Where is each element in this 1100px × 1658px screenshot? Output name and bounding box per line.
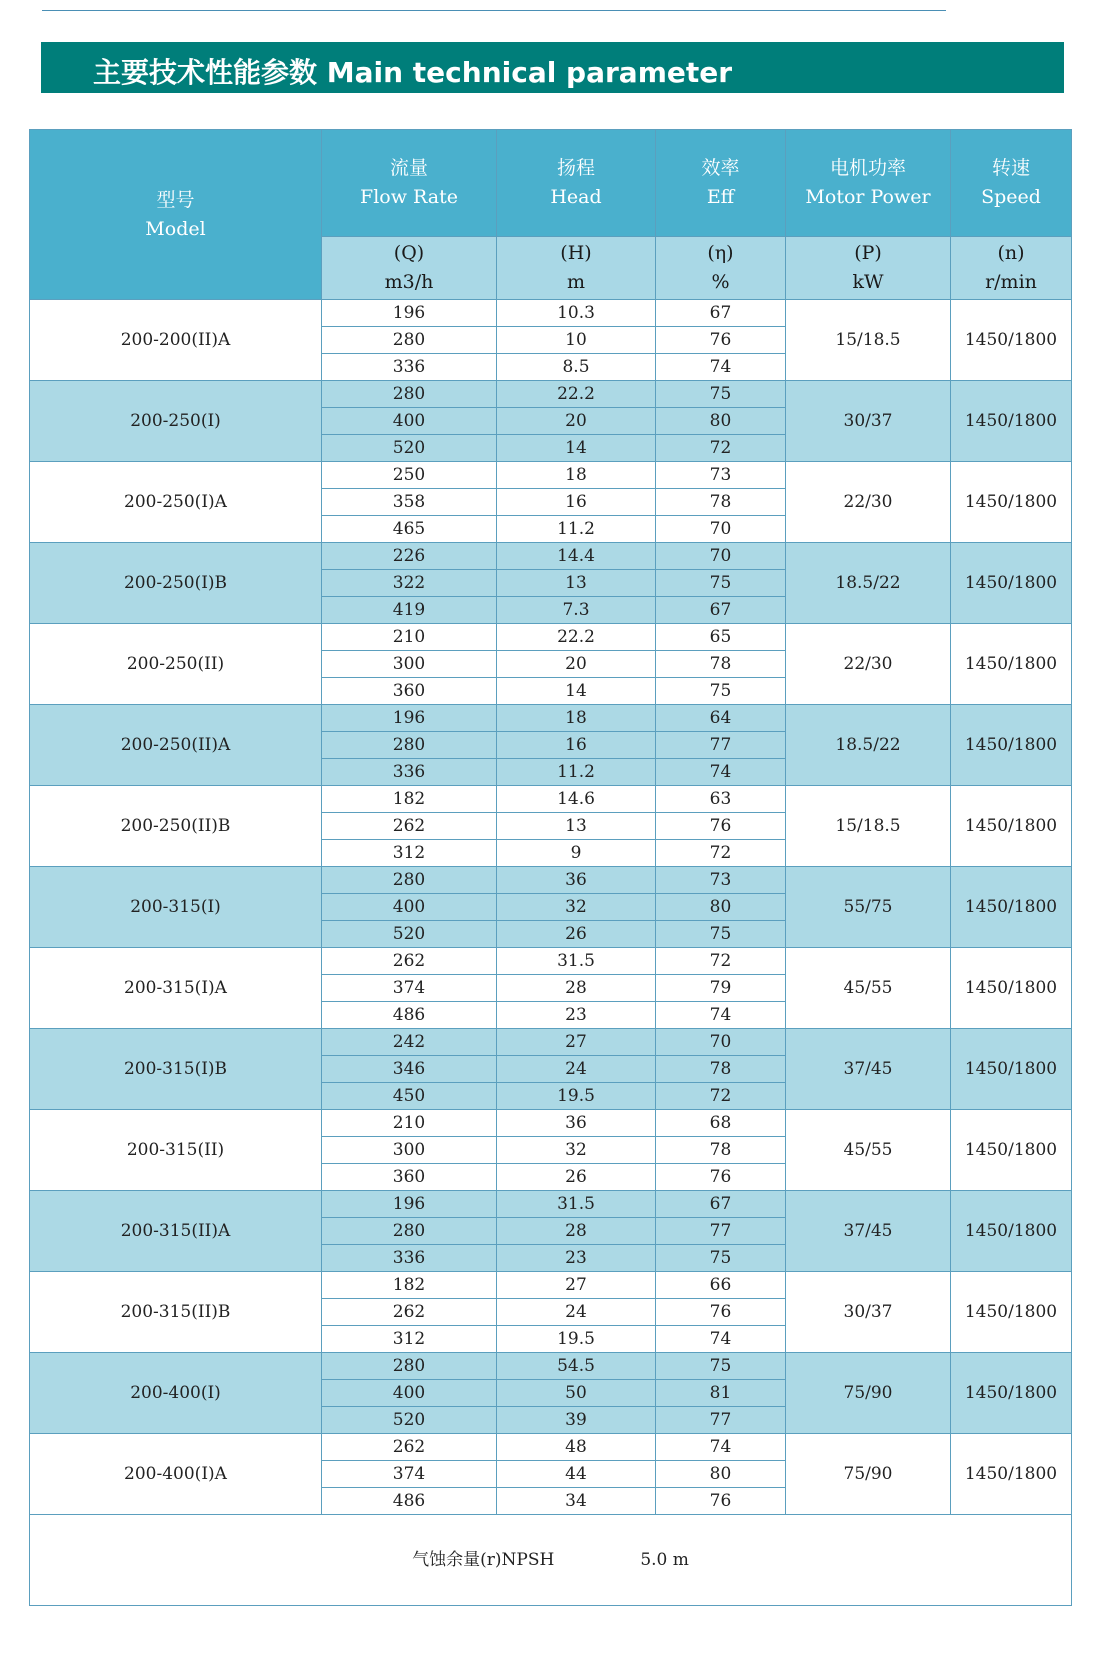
flow-cell: 520	[322, 435, 497, 462]
model-cell: 200-200(II)A	[30, 300, 322, 381]
unit-head-symbol: (H)	[560, 242, 592, 264]
model-cell: 200-315(II)A	[30, 1191, 322, 1272]
eff-cell: 78	[656, 489, 786, 516]
header-model	[30, 130, 322, 300]
header-power-en: Motor Power	[805, 186, 931, 208]
eff-cell: 77	[656, 732, 786, 759]
head-cell: 31.5	[497, 948, 656, 975]
unit-eff	[656, 237, 786, 300]
head-cell: 31.5	[497, 1191, 656, 1218]
flow-cell: 182	[322, 786, 497, 813]
npsh-value: 5.0 m	[640, 1550, 689, 1570]
eff-cell: 76	[656, 1488, 786, 1515]
header-power	[786, 130, 951, 237]
head-cell: 26	[497, 1164, 656, 1191]
flow-cell: 450	[322, 1083, 497, 1110]
header-eff-cn: 效率	[701, 157, 740, 179]
table-row	[30, 543, 1072, 570]
eff-cell: 81	[656, 1380, 786, 1407]
flow-cell: 520	[322, 1407, 497, 1434]
flow-cell: 300	[322, 1137, 497, 1164]
eff-cell: 72	[656, 948, 786, 975]
model-cell: 200-250(I)B	[30, 543, 322, 624]
flow-cell: 419	[322, 597, 497, 624]
flow-cell: 322	[322, 570, 497, 597]
power-cell: 75/90	[786, 1353, 951, 1434]
header-speed-en: Speed	[981, 186, 1041, 208]
head-cell: 14	[497, 435, 656, 462]
npsh-row	[30, 1515, 1072, 1606]
power-cell: 30/37	[786, 381, 951, 462]
flow-cell: 210	[322, 624, 497, 651]
flow-cell: 196	[322, 1191, 497, 1218]
flow-cell: 182	[322, 1272, 497, 1299]
head-cell: 22.2	[497, 624, 656, 651]
power-cell: 22/30	[786, 624, 951, 705]
power-cell: 22/30	[786, 462, 951, 543]
model-cell: 200-250(I)	[30, 381, 322, 462]
header-flow-en: Flow Rate	[360, 186, 458, 208]
flow-cell: 196	[322, 300, 497, 327]
header-head-cn: 扬程	[556, 157, 595, 179]
power-cell: 18.5/22	[786, 543, 951, 624]
model-cell: 200-400(I)	[30, 1353, 322, 1434]
flow-cell: 360	[322, 678, 497, 705]
unit-eff-unit: %	[711, 271, 730, 293]
speed-cell: 1450/1800	[951, 1110, 1072, 1191]
eff-cell: 73	[656, 462, 786, 489]
flow-cell: 486	[322, 1488, 497, 1515]
eff-cell: 67	[656, 597, 786, 624]
head-cell: 22.2	[497, 381, 656, 408]
unit-flow	[322, 237, 497, 300]
table-row	[30, 624, 1072, 651]
flow-cell: 280	[322, 327, 497, 354]
head-cell: 36	[497, 1110, 656, 1137]
flow-cell: 242	[322, 1029, 497, 1056]
head-cell: 44	[497, 1461, 656, 1488]
model-cell: 200-400(I)A	[30, 1434, 322, 1515]
speed-cell: 1450/1800	[951, 1029, 1072, 1110]
head-cell: 14	[497, 678, 656, 705]
unit-speed-symbol: (n)	[997, 242, 1025, 264]
head-cell: 27	[497, 1272, 656, 1299]
head-cell: 24	[497, 1299, 656, 1326]
flow-cell: 210	[322, 1110, 497, 1137]
flow-cell: 358	[322, 489, 497, 516]
head-cell: 19.5	[497, 1326, 656, 1353]
eff-cell: 65	[656, 624, 786, 651]
flow-cell: 280	[322, 1218, 497, 1245]
head-cell: 14.6	[497, 786, 656, 813]
table-row	[30, 1191, 1072, 1218]
power-cell: 37/45	[786, 1029, 951, 1110]
head-cell: 54.5	[497, 1353, 656, 1380]
header-model-en: Model	[145, 217, 206, 240]
title-banner	[41, 42, 1064, 93]
head-cell: 28	[497, 1218, 656, 1245]
table-body	[30, 300, 1072, 1515]
table-row	[30, 381, 1072, 408]
table-row	[30, 786, 1072, 813]
eff-cell: 74	[656, 759, 786, 786]
table-row	[30, 867, 1072, 894]
model-cell: 200-250(I)A	[30, 462, 322, 543]
model-cell: 200-315(I)A	[30, 948, 322, 1029]
eff-cell: 67	[656, 1191, 786, 1218]
head-cell: 27	[497, 1029, 656, 1056]
unit-power	[786, 237, 951, 300]
eff-cell: 80	[656, 1461, 786, 1488]
eff-cell: 76	[656, 1299, 786, 1326]
unit-speed	[951, 237, 1072, 300]
head-cell: 24	[497, 1056, 656, 1083]
header-flow	[322, 130, 497, 237]
unit-head-unit: m	[566, 271, 586, 293]
eff-cell: 76	[656, 813, 786, 840]
speed-cell: 1450/1800	[951, 1353, 1072, 1434]
flow-cell: 374	[322, 1461, 497, 1488]
head-cell: 11.2	[497, 516, 656, 543]
head-cell: 10.3	[497, 300, 656, 327]
head-cell: 50	[497, 1380, 656, 1407]
table-row	[30, 948, 1072, 975]
speed-cell: 1450/1800	[951, 867, 1072, 948]
head-cell: 16	[497, 732, 656, 759]
flow-cell: 520	[322, 921, 497, 948]
flow-cell: 486	[322, 1002, 497, 1029]
head-cell: 28	[497, 975, 656, 1002]
head-cell: 20	[497, 651, 656, 678]
head-cell: 48	[497, 1434, 656, 1461]
flow-cell: 280	[322, 867, 497, 894]
model-cell: 200-315(I)B	[30, 1029, 322, 1110]
model-cell: 200-315(II)B	[30, 1272, 322, 1353]
flow-cell: 280	[322, 1353, 497, 1380]
head-cell: 32	[497, 894, 656, 921]
head-cell: 16	[497, 489, 656, 516]
power-cell: 45/55	[786, 948, 951, 1029]
eff-cell: 80	[656, 894, 786, 921]
eff-cell: 74	[656, 354, 786, 381]
eff-cell: 75	[656, 1353, 786, 1380]
head-cell: 32	[497, 1137, 656, 1164]
eff-cell: 75	[656, 1245, 786, 1272]
flow-cell: 336	[322, 354, 497, 381]
speed-cell: 1450/1800	[951, 300, 1072, 381]
table-row	[30, 705, 1072, 732]
eff-cell: 76	[656, 1164, 786, 1191]
top-divider	[42, 10, 946, 11]
flow-cell: 400	[322, 1380, 497, 1407]
flow-cell: 336	[322, 759, 497, 786]
head-cell: 11.2	[497, 759, 656, 786]
unit-head	[497, 237, 656, 300]
head-cell: 10	[497, 327, 656, 354]
unit-speed-unit: r/min	[985, 271, 1037, 293]
head-cell: 14.4	[497, 543, 656, 570]
eff-cell: 80	[656, 408, 786, 435]
eff-cell: 73	[656, 867, 786, 894]
eff-cell: 74	[656, 1002, 786, 1029]
model-cell: 200-250(II)B	[30, 786, 322, 867]
head-cell: 13	[497, 813, 656, 840]
eff-cell: 77	[656, 1218, 786, 1245]
table-row	[30, 1029, 1072, 1056]
power-cell: 15/18.5	[786, 786, 951, 867]
table-row	[30, 462, 1072, 489]
head-cell: 34	[497, 1488, 656, 1515]
npsh-label: 气蚀余量(r)NPSH	[412, 1550, 555, 1570]
speed-cell: 1450/1800	[951, 1272, 1072, 1353]
flow-cell: 300	[322, 651, 497, 678]
power-cell: 55/75	[786, 867, 951, 948]
speed-cell: 1450/1800	[951, 381, 1072, 462]
speed-cell: 1450/1800	[951, 1191, 1072, 1272]
speed-cell: 1450/1800	[951, 462, 1072, 543]
eff-cell: 75	[656, 381, 786, 408]
head-cell: 39	[497, 1407, 656, 1434]
eff-cell: 70	[656, 543, 786, 570]
eff-cell: 75	[656, 570, 786, 597]
page-title: 主要技术性能参数 Main technical parameter	[93, 56, 733, 89]
head-cell: 9	[497, 840, 656, 867]
table-row	[30, 300, 1072, 327]
head-cell: 7.3	[497, 597, 656, 624]
eff-cell: 67	[656, 300, 786, 327]
flow-cell: 226	[322, 543, 497, 570]
eff-cell: 76	[656, 327, 786, 354]
eff-cell: 70	[656, 516, 786, 543]
head-cell: 8.5	[497, 354, 656, 381]
eff-cell: 72	[656, 840, 786, 867]
unit-power-symbol: (P)	[854, 242, 882, 264]
flow-cell: 400	[322, 408, 497, 435]
model-cell: 200-315(II)	[30, 1110, 322, 1191]
speed-cell: 1450/1800	[951, 948, 1072, 1029]
table-row	[30, 1353, 1072, 1380]
unit-eff-symbol: (η)	[707, 242, 734, 264]
head-cell: 19.5	[497, 1083, 656, 1110]
eff-cell: 77	[656, 1407, 786, 1434]
head-cell: 26	[497, 921, 656, 948]
head-cell: 20	[497, 408, 656, 435]
head-cell: 23	[497, 1245, 656, 1272]
model-cell: 200-250(II)A	[30, 705, 322, 786]
eff-cell: 78	[656, 651, 786, 678]
table-row	[30, 1110, 1072, 1137]
eff-cell: 66	[656, 1272, 786, 1299]
eff-cell: 68	[656, 1110, 786, 1137]
speed-cell: 1450/1800	[951, 1434, 1072, 1515]
eff-cell: 75	[656, 921, 786, 948]
eff-cell: 63	[656, 786, 786, 813]
flow-cell: 400	[322, 894, 497, 921]
head-cell: 36	[497, 867, 656, 894]
power-cell: 15/18.5	[786, 300, 951, 381]
eff-cell: 70	[656, 1029, 786, 1056]
unit-flow-unit: m3/h	[384, 271, 434, 293]
unit-flow-symbol: (Q)	[393, 242, 425, 264]
flow-cell: 312	[322, 840, 497, 867]
flow-cell: 262	[322, 1434, 497, 1461]
power-cell: 30/37	[786, 1272, 951, 1353]
flow-cell: 346	[322, 1056, 497, 1083]
header-eff	[656, 130, 786, 237]
head-cell: 18	[497, 462, 656, 489]
flow-cell: 312	[322, 1326, 497, 1353]
speed-cell: 1450/1800	[951, 624, 1072, 705]
flow-cell: 196	[322, 705, 497, 732]
power-cell: 45/55	[786, 1110, 951, 1191]
head-cell: 13	[497, 570, 656, 597]
header-power-cn: 电机功率	[829, 157, 906, 179]
model-cell: 200-250(II)	[30, 624, 322, 705]
eff-cell: 75	[656, 678, 786, 705]
flow-cell: 465	[322, 516, 497, 543]
flow-cell: 360	[322, 1164, 497, 1191]
eff-cell: 64	[656, 705, 786, 732]
flow-cell: 336	[322, 1245, 497, 1272]
head-cell: 18	[497, 705, 656, 732]
flow-cell: 374	[322, 975, 497, 1002]
flow-cell: 280	[322, 732, 497, 759]
header-head	[497, 130, 656, 237]
flow-cell: 280	[322, 381, 497, 408]
flow-cell: 262	[322, 813, 497, 840]
table-row	[30, 1434, 1072, 1461]
parameter-table	[29, 129, 1072, 1606]
eff-cell: 79	[656, 975, 786, 1002]
header-eff-en: Eff	[706, 186, 735, 208]
eff-cell: 74	[656, 1434, 786, 1461]
eff-cell: 72	[656, 1083, 786, 1110]
unit-power-unit: kW	[852, 271, 884, 293]
eff-cell: 78	[656, 1137, 786, 1164]
header-flow-cn: 流量	[389, 157, 428, 179]
flow-cell: 262	[322, 948, 497, 975]
header-head-en: Head	[550, 186, 602, 208]
speed-cell: 1450/1800	[951, 705, 1072, 786]
speed-cell: 1450/1800	[951, 543, 1072, 624]
eff-cell: 78	[656, 1056, 786, 1083]
model-cell: 200-315(I)	[30, 867, 322, 948]
head-cell: 23	[497, 1002, 656, 1029]
eff-cell: 72	[656, 435, 786, 462]
power-cell: 37/45	[786, 1191, 951, 1272]
header-speed-cn: 转速	[991, 157, 1030, 179]
flow-cell: 262	[322, 1299, 497, 1326]
table-row	[30, 1272, 1072, 1299]
power-cell: 75/90	[786, 1434, 951, 1515]
speed-cell: 1450/1800	[951, 786, 1072, 867]
header-model-cn: 型号	[156, 188, 195, 211]
header-speed	[951, 130, 1072, 237]
power-cell: 18.5/22	[786, 705, 951, 786]
flow-cell: 250	[322, 462, 497, 489]
eff-cell: 74	[656, 1326, 786, 1353]
